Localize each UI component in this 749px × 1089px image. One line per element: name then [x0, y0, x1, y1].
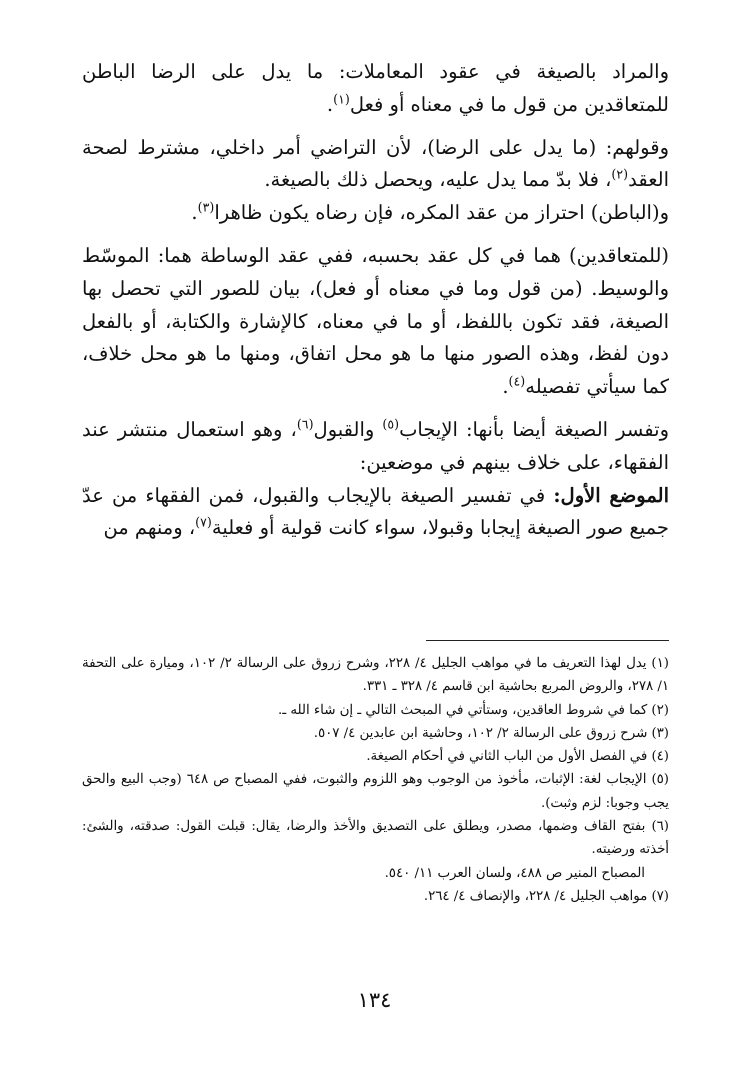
footnote-ref[interactable]: (٣) [197, 199, 215, 215]
paragraph-text: في تفسير الصيغة بالإيجاب والقبول، فمن الفقهاء من عدّ جميع صور الصيغة إيجابا وقبولا، سواء كانت قولية أو فعلية [82, 483, 669, 540]
paragraph-text: و(الباطن) احتراز من عقد المكره، فإن رضاه يكون ظاهرا [214, 201, 669, 225]
paragraph-text: (للمتعاقدين) هما في كل عقد بحسبه، ففي عقد الوساطة هما: الموسّط والوسيط. (من قول وما في معناه أو فعل)، بيان للصور التي تحصل بها الصيغة، فقد تكون باللفظ، أو ما في معناه، كالإشارة والكتابة، أو بالفعل دون لفظ، وهذه الصور منها ما هو محل اتفاق، ومنها ما هو محل خلاف، كما سيأتي تفصيله [82, 243, 669, 399]
footnote: (٦) بفتح القاف وضمها، مصدر، ويطلق على التصديق والأخذ والرضا، يقال: قبلت القول: صدقته، والشئ: أخذته ورضيته. [82, 819, 669, 858]
footnote-divider [426, 640, 669, 641]
footnote-ref[interactable]: (١) [333, 91, 350, 107]
paragraph-text: ، فلا بدّ مما يدل عليه، ويحصل ذلك بالصيغة. [264, 168, 612, 192]
footnote-ref[interactable]: (٦) [296, 416, 314, 432]
paragraph-text: والقبول [313, 417, 383, 441]
footnote: (٧) مواهب الجليل ٤/ ٢٢٨، والإنصاف ٤/ ٢٦٤. [423, 888, 669, 904]
footnote: (٣) شرح زروق على الرسالة ٢/ ١٠٢، وحاشية ابن عابدين ٤/ ٥٠٧. [313, 725, 669, 741]
footnote: (٢) كما في شروط العاقدين، وستأتي في المبحث التالي ـ إن شاء الله ـ. [278, 702, 669, 718]
footnote: (٥) الإيجاب لغة: الإثبات، مأخوذ من الوجوب وهو اللزوم والثبوت، ففي المصباح ص ٦٤٨ (وجب البيع والحق يجب وجوبا: لزم وثبت). [82, 772, 669, 811]
section-label: الموضع الأول: [553, 483, 669, 507]
paragraph-text: والمراد بالصيغة في عقود المعاملات: ما يدل على الرضا الباطن للمتعاقدين من قول ما في معناه أو فعل [82, 60, 669, 116]
paragraph [82, 56, 669, 122]
paragraph [82, 197, 669, 230]
page-number: ١٣٤ [357, 988, 392, 1012]
paragraph-text: وقولهم: (ما يدل على الرضا)، لأن التراضي أمر داخلي، مشترط لصحة العقد [82, 135, 669, 192]
paragraph-text: ، وهو استعمال منتشر عند الفقهاء، على خلاف بينهم في موضعين: [82, 417, 669, 474]
footnote: (٤) في الفصل الأول من الباب الثاني في أحكام الصيغة. [366, 749, 669, 765]
footnote-ref[interactable]: (٢) [611, 166, 629, 182]
footnote: (١) يدل لهذا التعريف ما في مواهب الجليل ٤/ ٢٢٨، وشرح زروق على الرسالة ٢/ ١٠٢، وميارة على التحفة ١/ ٢٧٨، والروض المربع بحاشية ابن قاسم ٤/ ٣٢٨ ـ ٣٣١. [82, 656, 669, 695]
footnote-ref[interactable]: (٧) [195, 514, 212, 530]
paragraph-text: . [502, 375, 509, 399]
paragraph-text: ، ومنهم من [103, 516, 196, 540]
paragraph [82, 132, 669, 198]
footnotes [82, 652, 669, 908]
main-text [82, 56, 669, 545]
footnote-ref[interactable]: (٥) [382, 416, 400, 432]
footnote-ref[interactable]: (٤) [508, 373, 526, 389]
paragraph-text: . [191, 201, 198, 225]
paragraph-text: . [326, 92, 334, 116]
footnote-continuation: المصباح المنير ص ٤٨٨، ولسان العرب ١١/ ٥٤٠. [384, 865, 645, 881]
paragraph [82, 240, 669, 404]
paragraph [82, 414, 669, 480]
paragraph-text: وتفسر الصيغة أيضا بأنها: الإيجاب [399, 417, 669, 441]
paragraph [82, 480, 669, 546]
